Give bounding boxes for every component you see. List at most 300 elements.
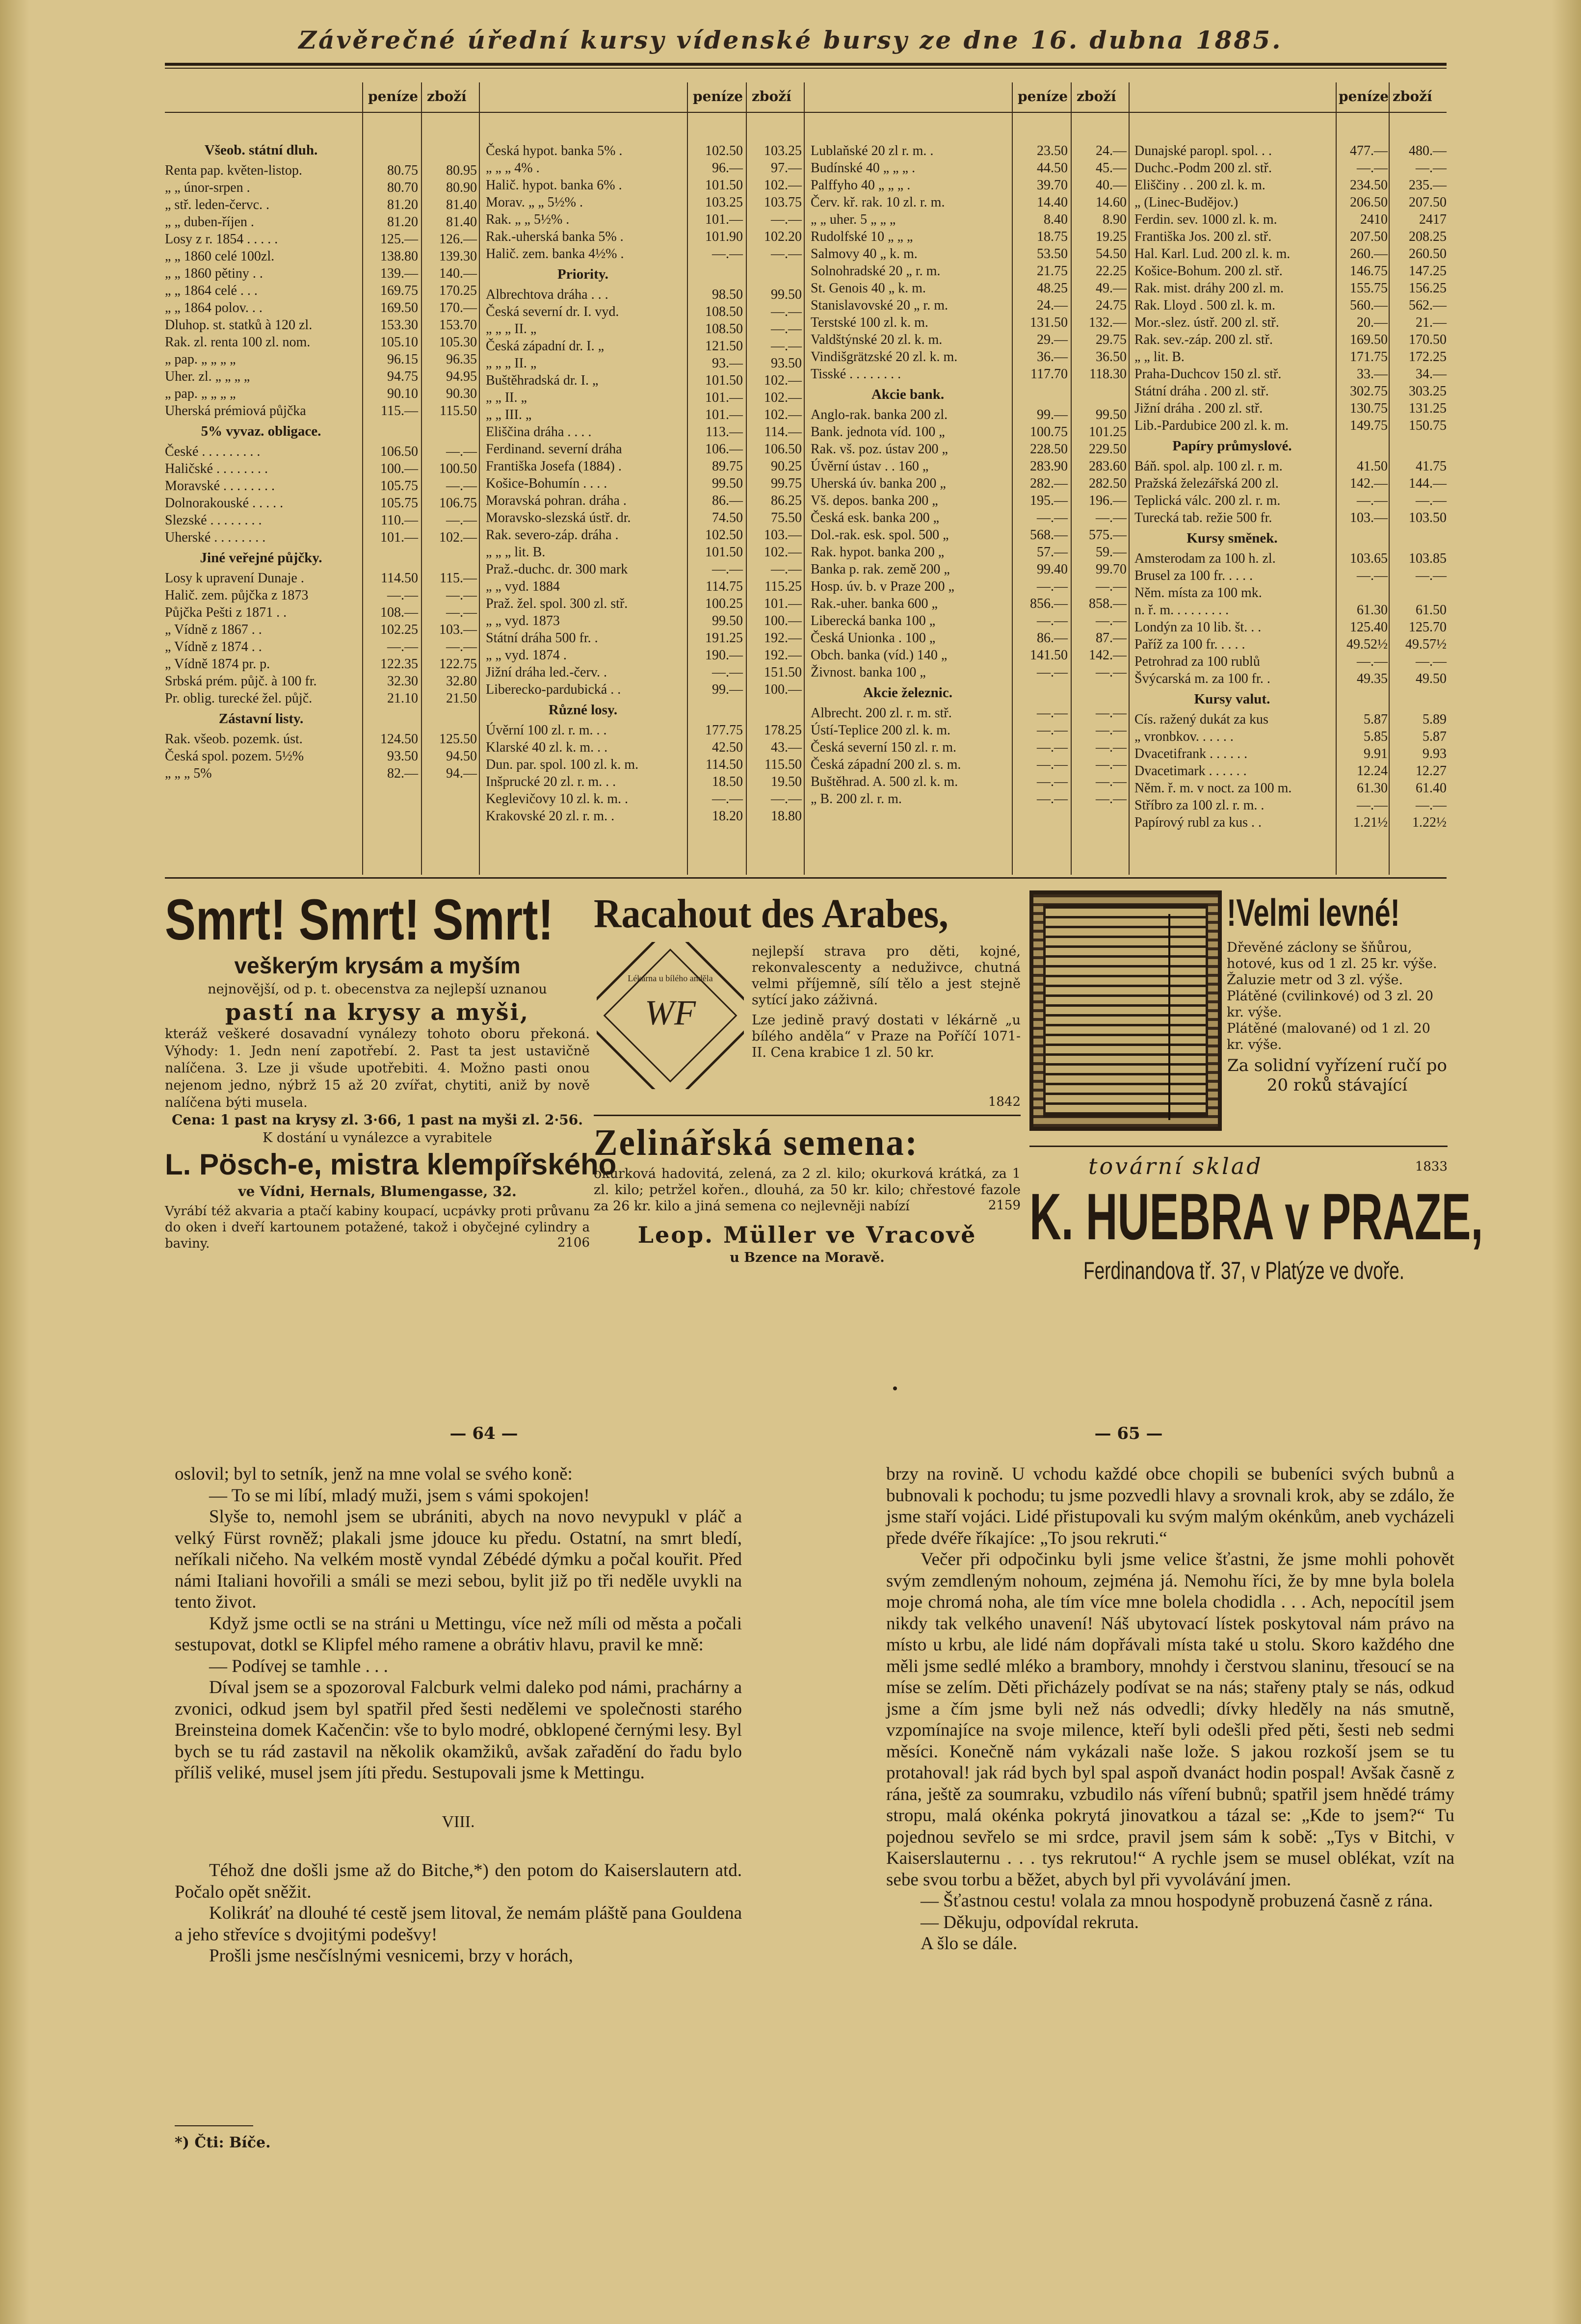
quote-row	[486, 159, 804, 177]
security-name: Duchc.-Podm 200 zl. stř.	[1134, 160, 1272, 176]
goods-price: —.—	[1096, 579, 1127, 594]
quote-row	[1134, 314, 1449, 331]
goods-price: 59.—	[1096, 545, 1127, 560]
quote-row	[1134, 584, 1449, 601]
goods-price: 14.60	[1096, 195, 1127, 210]
right-page-text	[886, 1463, 1454, 1955]
goods-price: —.—	[771, 791, 802, 807]
money-price: —.—	[1037, 705, 1068, 721]
page-divider-dot	[893, 1386, 897, 1390]
goods-price: 80.95	[446, 163, 477, 178]
quote-row	[165, 621, 479, 638]
goods-price: 1.22½	[1412, 815, 1447, 830]
money-price: 81.20	[387, 197, 418, 212]
goods-price: 192.—	[764, 648, 802, 663]
pharmacy-seal-icon	[597, 942, 744, 1089]
money-price: 80.70	[387, 180, 418, 195]
security-name: Terstské 100 zl. k. m.	[811, 315, 928, 330]
quote-row	[811, 509, 1129, 526]
money-price: 131.50	[1030, 315, 1068, 330]
money-price: —.—	[1357, 160, 1388, 176]
goods-price: 125.50	[439, 731, 477, 747]
security-name: „ „ uher. 5 „ „ „	[811, 212, 896, 227]
quote-row	[811, 297, 1129, 314]
section-heading: Kursy směnek.	[1186, 530, 1278, 546]
quote-row	[165, 748, 479, 765]
quote-row	[811, 475, 1129, 492]
goods-price: 103.75	[764, 195, 802, 210]
quote-row	[165, 765, 479, 782]
quote-row	[811, 790, 1129, 808]
goods-price: 282.50	[1089, 476, 1127, 491]
quote-row	[486, 320, 804, 338]
money-price: 36.—	[1037, 349, 1068, 365]
money-price: 48.25	[1037, 281, 1068, 296]
money-price: 124.50	[380, 731, 418, 747]
col1-money-label: peníze	[368, 88, 419, 104]
money-price: 101.—	[705, 212, 743, 227]
money-price: 477.—	[1350, 143, 1388, 158]
quote-row	[486, 492, 804, 509]
goods-price: 87.—	[1096, 630, 1127, 646]
goods-price: 105.30	[439, 335, 477, 350]
quote-row	[1134, 348, 1449, 366]
security-name: Krakovské 20 zl. r. m. .	[486, 809, 615, 824]
security-name: Haličské . . . . . . . .	[165, 461, 268, 476]
goods-price: 100.—	[764, 682, 802, 697]
security-name: Ferdin. sev. 1000 zl. k. m.	[1134, 212, 1277, 227]
goods-price: 260.50	[1409, 246, 1447, 261]
footnote-rule	[175, 2125, 253, 2126]
quote-row	[165, 673, 479, 690]
quote-row	[486, 177, 804, 194]
ad-seeds-headline: Zelinářská semena:	[594, 1122, 919, 1163]
money-price: 21.10	[387, 691, 418, 706]
quote-row	[486, 595, 804, 612]
security-name: Uher. zl. „ „ „ „	[165, 369, 250, 384]
money-price: 42.50	[712, 740, 743, 755]
quote-row	[486, 790, 804, 808]
goods-price: 80.90	[446, 180, 477, 195]
security-name: „ pap. „ „ „ „	[165, 352, 236, 367]
security-name: Františka Jos. 200 zl. stř.	[1134, 229, 1272, 244]
quote-row	[1134, 177, 1449, 194]
money-price: 18.75	[1037, 229, 1068, 244]
money-price: 169.50	[380, 300, 418, 315]
goods-price: 103.—	[764, 527, 802, 543]
quote-row	[1134, 228, 1449, 245]
ad-rat-traps-obtain: K dostání u vynálezce a vyrabitele	[263, 1130, 492, 1146]
quote-row	[1134, 331, 1449, 348]
money-price: 44.50	[1037, 160, 1068, 176]
goods-price: 144.—	[1409, 476, 1447, 491]
quote-row	[486, 355, 804, 372]
quote-row	[486, 372, 804, 389]
money-price: 101.50	[705, 373, 743, 388]
money-price: 171.75	[1350, 349, 1388, 365]
security-name: „ „ vyd. 1874 .	[486, 648, 567, 663]
left-page-text	[175, 1463, 742, 1967]
quote-row	[1134, 814, 1449, 831]
quote-row	[811, 194, 1129, 211]
security-name: Losy z r. 1854 . . . . .	[165, 232, 278, 247]
money-price: 102.50	[705, 143, 743, 158]
goods-price: 115.50	[440, 403, 477, 418]
security-name: Obch. banka (víd.) 140 „	[811, 648, 948, 663]
money-price: 49.52½	[1346, 637, 1388, 652]
security-name: Tisské . . . . . . . .	[811, 366, 901, 382]
money-price: 80.75	[387, 163, 418, 178]
ad-huebra-text	[1227, 940, 1448, 1095]
quote-row	[165, 179, 479, 196]
security-name: Renta pap. květen-listop.	[165, 163, 302, 178]
goods-price: 49.50	[1416, 671, 1447, 686]
quote-row	[165, 587, 479, 604]
money-price: 99.50	[712, 613, 743, 628]
money-price: 5.85	[1364, 729, 1388, 744]
money-price: 260.—	[1350, 246, 1388, 261]
quote-row	[165, 265, 479, 282]
goods-price: 54.50	[1096, 246, 1127, 261]
security-name: Londýn za 10 lib. št. . .	[1134, 620, 1262, 635]
security-name: Lublaňské 20 zl r. m. .	[811, 143, 934, 158]
goods-price: 5.89	[1423, 712, 1447, 727]
chapter-heading: VIII.	[442, 1812, 475, 1831]
ad-huebra-code: 1833	[1415, 1159, 1448, 1174]
money-price: 177.75	[705, 723, 743, 738]
quote-row	[486, 441, 804, 458]
quote-row	[811, 262, 1129, 280]
goods-price: —.—	[446, 639, 477, 654]
goods-price: 41.75	[1416, 459, 1447, 474]
security-name: Rak. vš. poz. ústav 200 „	[811, 442, 948, 457]
section-heading: Papíry průmyslové.	[1172, 438, 1292, 454]
left-page-number: — 64 —	[449, 1424, 518, 1443]
goods-price: 207.50	[1409, 195, 1447, 210]
col3-money-label: peníze	[1018, 88, 1068, 104]
security-name: Stanislavovské 20 „ r. m.	[811, 298, 948, 313]
goods-price: 18.80	[771, 809, 802, 824]
goods-price: 115.25	[764, 579, 802, 594]
security-name: Inšprucké 20 zl. r. m. . .	[486, 774, 616, 789]
quote-row	[811, 756, 1129, 773]
goods-price: 61.40	[1416, 781, 1447, 796]
security-name: „ (Linec-Budějov.)	[1134, 195, 1238, 210]
security-name: Halič. hypot. banka 6% .	[486, 178, 622, 193]
money-price: 141.50	[1030, 648, 1068, 663]
goods-price: 122.75	[439, 656, 477, 672]
security-name: Pr. oblig. turecké žel. půjč.	[165, 691, 313, 706]
money-price: 103.65	[1350, 551, 1388, 566]
quote-row	[1134, 509, 1449, 526]
money-price: 110.—	[381, 513, 418, 528]
left-p6: Díval jsem se a spozoroval Falcburk velmi daleko pod námi, prachárny a zvonici, odkud jsem byl spatřil před šesti nedělemi ve společnosti starého Breinsteina domek Kačenčin: vše to bylo modré, obklopené černými lesy. Byl bych se tu rád zastavil na několik okamžiků, avšak zařadění do řadu bylo příliš veliké, musel jsem jíti předu. Sestupovali jsme k Mettingu.	[175, 1677, 742, 1783]
quote-row	[486, 722, 804, 739]
left-p7: Téhož dne došli jsme až do Bitche,*) den potom do Kaiserslautern atd. Počalo opět sněžit.	[175, 1860, 742, 1902]
goods-price: 8.90	[1103, 212, 1127, 227]
quote-row	[165, 495, 479, 512]
quote-row	[811, 739, 1129, 756]
quote-row	[165, 196, 479, 213]
goods-price: 153.70	[439, 317, 477, 333]
ad-rat-traps-price: Cena: 1 past na krysy zl. 3·66, 1 past na myši zl. 2·56.	[172, 1112, 583, 1128]
security-name: Uherská prémiová půjčka	[165, 403, 306, 418]
security-name: Teplická válc. 200 zl. r. m.	[1134, 493, 1281, 508]
money-price: 106.50	[380, 444, 418, 459]
goods-price: 5.87	[1423, 729, 1447, 744]
quote-row	[486, 681, 804, 698]
goods-price: 140.—	[439, 266, 477, 281]
ad-rat-traps-code: 2106	[557, 1235, 590, 1250]
goods-price: —.—	[1096, 791, 1127, 807]
ad-huebra-p1: Dřevěné záclony se šňůrou, hotové, kus od 1 zl. 25 kr. výše.	[1227, 940, 1437, 971]
security-name: Salmovy 40 „ k. m.	[811, 246, 918, 261]
money-price: 142.—	[1350, 476, 1388, 491]
money-price: 99.40	[1037, 562, 1068, 577]
money-price: 155.75	[1350, 281, 1388, 296]
quote-row	[811, 722, 1129, 739]
security-name: Česká esk. banka 200 „	[811, 510, 940, 525]
security-name: „ „ II. „	[486, 390, 527, 405]
quote-row	[811, 492, 1129, 509]
security-name: „ Vídně z 1867 . .	[165, 622, 262, 637]
goods-price: —.—	[771, 246, 802, 261]
quote-row	[811, 544, 1129, 561]
security-name: Praž. žel. spol. 300 zl. stř.	[486, 596, 628, 611]
goods-price: 19.50	[771, 774, 802, 789]
quote-row	[165, 443, 479, 460]
money-price: 18.20	[712, 809, 743, 824]
goods-price: 103.25	[764, 143, 802, 158]
goods-price: 99.70	[1096, 562, 1127, 577]
security-name: „ Vídně 1874 pr. p.	[165, 656, 270, 672]
security-name: „ „ 1864 polov. . .	[165, 300, 263, 315]
money-price: 99.—	[712, 682, 743, 697]
security-name: Česká západní dr. I. „	[486, 339, 605, 354]
quote-row	[1134, 762, 1449, 780]
security-name: „ „ III. „	[486, 407, 532, 422]
ad-huebra-p5: Za solidní vyřízení ručí po 20 roků stávající	[1227, 1056, 1447, 1095]
goods-price: 61.50	[1416, 602, 1447, 618]
quote-row	[1134, 670, 1449, 687]
money-price: 61.30	[1357, 781, 1388, 796]
goods-price: 94.—	[446, 766, 477, 781]
money-price: 61.30	[1357, 602, 1388, 618]
goods-price: 93.50	[771, 356, 802, 371]
quote-row	[811, 705, 1129, 722]
goods-price: —.—	[1416, 493, 1447, 508]
money-price: —.—	[1037, 510, 1068, 525]
quote-row	[165, 731, 479, 748]
quotes-column-3	[811, 142, 1129, 808]
money-price: —.—	[387, 588, 418, 603]
goods-price: 103.85	[1409, 551, 1447, 566]
section-heading: Kursy valut.	[1194, 691, 1270, 707]
goods-price: 196.—	[1089, 493, 1127, 508]
money-price: —.—	[712, 246, 743, 261]
svg-text:WF: WF	[645, 993, 696, 1032]
money-price: 103.25	[705, 195, 743, 210]
goods-price: 150.75	[1409, 418, 1447, 433]
goods-price: 208.25	[1409, 229, 1447, 244]
quote-row	[1134, 653, 1449, 670]
quote-row	[486, 423, 804, 441]
goods-price: 36.50	[1096, 349, 1127, 365]
goods-price: 40.—	[1096, 178, 1127, 193]
goods-price: 858.—	[1089, 596, 1127, 611]
money-price: 29.—	[1037, 332, 1068, 347]
security-name: Turecká tab. režie 500 fr.	[1134, 510, 1272, 525]
goods-price: —.—	[1096, 740, 1127, 755]
goods-price: 139.30	[439, 249, 477, 264]
security-name: Uherské . . . . . . . .	[165, 530, 266, 545]
section-heading: Akcie bank.	[871, 387, 945, 402]
money-price: 130.75	[1350, 401, 1388, 416]
quote-row	[811, 228, 1129, 245]
goods-price: 19.25	[1096, 229, 1127, 244]
security-name: Srbská prém. půjč. à 100 fr.	[165, 674, 317, 689]
goods-price: 101.—	[764, 596, 802, 611]
goods-price: 94.50	[446, 749, 477, 764]
money-price: 169.50	[1350, 332, 1388, 347]
quote-row	[811, 629, 1129, 647]
goods-price: 102.—	[764, 178, 802, 193]
security-name: Ústí-Teplice 200 zl. k. m.	[811, 723, 950, 738]
money-price: 568.—	[1030, 527, 1068, 543]
security-name: Eliščina dráha . . . .	[486, 424, 592, 440]
money-price: 146.75	[1350, 263, 1388, 279]
goods-price: —.—	[771, 321, 802, 337]
money-price: 101.—	[705, 407, 743, 422]
money-price: 74.50	[712, 510, 743, 525]
goods-price: —.—	[446, 588, 477, 603]
ad-rat-traps-body: kteráž veškeré dosavadní vynálezy tohoto oboru překoná. Výhody: 1. Jedn není zapotřebí. 2. Past ta jest ustavičně nalíčena. 3. Lze ji všude upotřebiti. 4. Možno pasti onou nejenom jedno, nýbrž 15 až 20 zvířat, chytiti, aniž by nově nalíčena býti musela.	[165, 1026, 590, 1110]
security-name: Česká spol. pozem. 5½%	[165, 749, 304, 764]
quote-row	[1134, 211, 1449, 228]
security-name: Liberecká banka 100 „	[811, 613, 936, 628]
goods-price: 34.—	[1416, 366, 1447, 382]
security-name: České . . . . . . . . .	[165, 444, 261, 459]
quote-row	[165, 529, 479, 546]
money-price: 108.50	[705, 321, 743, 337]
security-name: Moravské . . . . . . . .	[165, 478, 275, 494]
security-name: Moravská pohran. dráha .	[486, 493, 627, 508]
pharmacy-seal-text: Lékárna u bílého anděla	[628, 973, 713, 983]
ad-racahout-body2: Lze jedině pravý dostati v lékárně „u bílého anděla“ v Praze na Poříčí 1071-II. Cena krabice 1 zl. 50 kr.	[752, 1013, 1021, 1060]
goods-price: —.—	[1096, 665, 1127, 680]
table-bottom-rule	[165, 877, 1447, 879]
goods-price: 172.25	[1409, 349, 1447, 365]
quote-row	[1134, 383, 1449, 400]
security-name: Pražská železářská 200 zl.	[1134, 476, 1279, 491]
quote-row	[811, 595, 1129, 612]
goods-price: 170.25	[439, 283, 477, 298]
money-price: 1.21½	[1353, 815, 1388, 830]
money-price: 96.—	[712, 160, 743, 176]
col4-money-label: peníze	[1339, 88, 1389, 104]
goods-price: 106.50	[764, 442, 802, 457]
quote-row	[1134, 417, 1449, 434]
ad-rat-traps-headline: Smrt! Smrt! Smrt!	[165, 888, 553, 952]
blind-frame-ornament	[1043, 904, 1208, 1117]
goods-price: —.—	[1096, 723, 1127, 738]
goods-price: 99.75	[771, 476, 802, 491]
money-price: 191.25	[705, 630, 743, 646]
security-name: Hosp. úv. b. v Praze 200 „	[811, 579, 954, 594]
ad-racahout	[594, 890, 1021, 1116]
goods-price: 126.—	[439, 232, 477, 247]
money-price: 169.75	[380, 283, 418, 298]
security-name: Rak. sev.-záp. 200 zl. stř.	[1134, 332, 1273, 347]
left-p4: Když jsme octli se na stráni u Mettingu, více než míli od města a počali sestupovat, dotkl se Klipfel mého ramene a obrátiv hlavu, pravil ke mně:	[175, 1613, 742, 1655]
money-price: —.—	[1037, 579, 1068, 594]
goods-price: —.—	[446, 478, 477, 494]
money-price: 99.—	[1037, 407, 1068, 422]
security-name: Moravsko-slezská ústř. dr.	[486, 510, 631, 525]
security-name: Brusel za 100 fr. . . . .	[1134, 568, 1253, 583]
ad-rat-traps	[165, 888, 617, 1288]
money-price: 20.—	[1357, 315, 1388, 330]
quotes-column-4	[1134, 142, 1449, 831]
money-price: 100.—	[380, 461, 418, 476]
security-name: Albrechtova dráha . . .	[486, 287, 608, 302]
money-price: 108.—	[380, 605, 418, 620]
quote-row	[1134, 262, 1449, 280]
money-price: 23.50	[1037, 143, 1068, 158]
money-price: 98.50	[712, 287, 743, 302]
blind-illustration	[1029, 890, 1222, 1131]
security-name: Praha-Duchcov 150 zl. stř.	[1134, 366, 1282, 382]
money-price: 302.75	[1350, 384, 1388, 399]
goods-price: —.—	[771, 339, 802, 354]
security-name: Klarské 40 zl. k. m. . .	[486, 740, 608, 755]
goods-price: 81.40	[446, 197, 477, 212]
security-name: Stříbro za 100 zl. r. m. .	[1134, 798, 1265, 813]
goods-price: 480.—	[1409, 143, 1447, 158]
money-price: 106.—	[705, 442, 743, 457]
ad-huebra-p2: Žaluzie metr od 3 zl. výše.	[1227, 972, 1403, 988]
security-name: Valdštýnské 20 zl. k. m.	[811, 332, 943, 347]
ad-rat-traps-line1: nejnovější, od p. t. obecenstva za nejlepší uznanou	[208, 982, 547, 997]
quote-row	[1134, 745, 1449, 762]
security-name: „ Vídně z 1874 . .	[165, 639, 262, 654]
goods-price: 235.—	[1409, 178, 1447, 193]
quote-row	[486, 406, 804, 423]
goods-price: —.—	[1416, 160, 1447, 176]
security-name: „ „ lit. B.	[1134, 349, 1185, 365]
quote-row	[165, 334, 479, 351]
quote-row	[1134, 780, 1449, 797]
money-price: 125.40	[1350, 620, 1388, 635]
money-price: —.—	[1037, 665, 1068, 680]
quote-row	[1134, 194, 1449, 211]
security-name: Dvacetifrank . . . . . .	[1134, 746, 1248, 761]
security-name: Rak. hypot. banka 200 „	[811, 545, 945, 560]
quote-row	[811, 280, 1129, 297]
title-rule-thin	[165, 68, 1447, 69]
right-page-number: — 65 —	[1094, 1424, 1163, 1443]
money-price: 14.40	[1037, 195, 1068, 210]
quote-row	[486, 475, 804, 492]
goods-price: 90.30	[446, 386, 477, 401]
money-price: 24.—	[1037, 298, 1068, 313]
quote-row	[165, 282, 479, 299]
goods-price: —.—	[771, 562, 802, 577]
security-name: „ „ vyd. 1884	[486, 579, 560, 594]
security-name: Amsterodam za 100 h. zl.	[1134, 551, 1276, 566]
goods-price: 100.50	[439, 461, 477, 476]
col2-end-sep	[804, 82, 805, 875]
